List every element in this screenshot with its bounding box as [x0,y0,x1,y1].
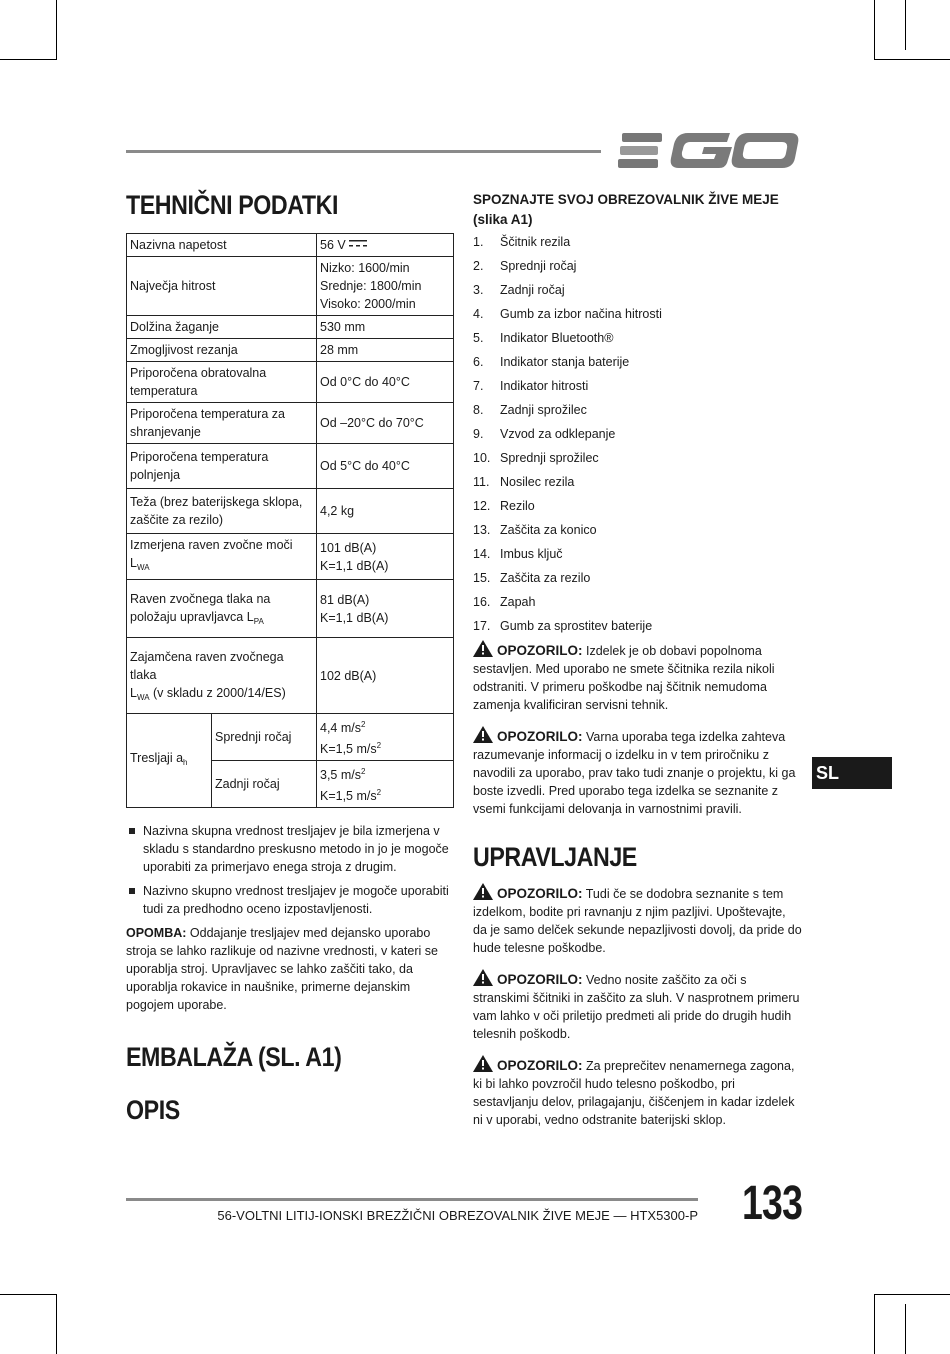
table-row [127,257,454,316]
section-title-description: OPIS [126,1095,180,1125]
spec-value: 4,4 $m/s^2$ K=1,5 $m/s^2$ [317,714,454,761]
list-item: 6. Indikator stanja baterije [473,355,630,369]
spec-label: Dolžina žaganje [127,316,317,339]
warning-paragraph: OPOZORILO: Vedno nosite zaščito za oči s stranskimi ščitniki in zaščito za sluh. V nasprotnem primeru vam lahko v oči priletijo predmeti ali pride do drugih hudih telesnih poškodb. [473,969,803,1043]
warning-triangle-icon [473,969,493,986]
list-item: 14. Imbus ključ [473,547,563,561]
spec-value: 56 V [317,234,454,257]
list-item: 15. Zaščita za rezilo [473,571,591,585]
crop-mark [874,1294,875,1354]
section-title-operation: UPRAVLJANJE [473,842,637,872]
spec-value: 3,5 $m/s^2$ K=1,5 $m/s^2$ [317,761,454,808]
spec-label: Priporočena temperatura polnjenja [127,444,317,489]
list-item: 16. Zapah [473,595,536,609]
dc-symbol-icon [349,240,367,248]
parts-list [473,232,803,640]
spec-value: 28 mm [317,339,454,362]
list-item: 11. Nosilec rezila [473,475,575,489]
spec-label: Zajamčena raven zvočnega tlaka $L_{WA}$ (v skladu z 2000/14/ES) [127,638,317,714]
spec-value: 530 mm [317,316,454,339]
list-item: 10. Sprednji sprožilec [473,451,599,465]
section-title-packaging: EMBALAŽA (SL. A1) [126,1042,342,1072]
spec-label: Priporočena temperatura za shranjevanje [127,403,317,444]
crop-mark [0,59,57,60]
footer-title: 56-VOLTNI LITIJ-IONSKI BREZŽIČNI OBREZOVALNIK ŽIVE MEJE — HTX5300-P [217,1208,698,1223]
spec-value: 81 dB(A) K=1,1 dB(A) [317,580,454,638]
list-item: 17. Gumb za sprostitev baterije [473,619,653,633]
list-item: 3. Zadnji ročaj [473,283,565,297]
spec-label: Zmogljivost rezanja [127,339,317,362]
header-rule [126,150,601,153]
spec-label: Nazivna napetost [127,234,317,257]
list-item: Nazivno skupno vrednost tresljajev je mogoče uporabiti tudi za predhodno oceno izpostavljenosti. [126,882,454,918]
page-number: 133 [742,1177,803,1230]
crop-mark [905,0,906,50]
spec-value: 102 dB(A) [317,638,454,714]
table-row [127,403,454,444]
vibration-notes [126,822,454,918]
spec-sublabel: Zadnji ročaj [212,761,317,808]
crop-mark [56,0,57,60]
square-bullet-icon [129,888,135,894]
crop-mark [874,1294,950,1295]
square-bullet-icon [129,828,135,834]
warning-paragraph: OPOZORILO: Za preprečitev nenamernega zagona, ki bi lahko povzročil hudo telesno poškodbo, pri sestavljanju delov, prilagajanju, čiščenjem in kadar izdelek ni v uporabi, vedno odstranite baterijski sklop. [473,1055,803,1129]
note-paragraph: OPOMBA: Oddajanje tresljajev med dejansko uporabo stroja se lahko razlikuje od nazivne vrednosti, v kateri se uporablja stroj. Upravljavec se lahko zaščiti tako, da uporablja rokavice in naušnike, primerne dejanskim pogojem uporabe. [126,926,438,1012]
spec-table [126,233,454,808]
table-row [127,362,454,403]
right-column [473,190,803,1141]
table-row [127,316,454,339]
spec-value: 4,2 kg [317,489,454,534]
list-item: 4. Gumb za izbor načina hitrosti [473,307,662,321]
crop-mark [905,1304,906,1354]
spec-label: Teža (brez baterijskega sklopa, zaščite za rezilo) [127,489,317,534]
parts-heading: SPOZNAJTE SVOJ OBREZOVALNIK ŽIVE MEJE (slika A1) [473,192,779,227]
list-item: 7. Indikator hitrosti [473,379,589,393]
spec-sublabel: Sprednji ročaj [212,714,317,761]
section-title-technical-data: TEHNIČNI PODATKI [126,190,338,220]
table-row [127,534,454,580]
list-item: 2. Sprednji ročaj [473,259,577,273]
warning-paragraph: OPOZORILO: Izdelek je ob dobavi popolnoma sestavljen. Med uporabo ne smete ščitnika rezila nikoli odstraniti. V primeru poškodbe naj ščitnik nemudoma zamenja kvalificiran servisni tehnik. [473,640,803,714]
spec-label: Priporočena obratovalna temperatura [127,362,317,403]
crop-mark [874,59,950,60]
spec-value: Nizko: 1600/min Srednje: 1800/min Visoko: 2000/min [317,257,454,316]
left-column [126,190,454,1126]
list-item: Nazivna skupna vrednost tresljajev je bila izmerjena v skladu s standardno preskusno metodo in jo je mogoče uporabiti za primerjavo enega stroja z drugim. [126,822,454,876]
spec-value: 101 dB(A) K=1,1 dB(A) [317,534,454,580]
warning-triangle-icon [473,640,493,657]
crop-mark [874,0,875,60]
crop-mark [0,1294,57,1295]
spec-label: Največja hitrost [127,257,317,316]
spec-value: Od –20°C do 70°C [317,403,454,444]
table-row [127,444,454,489]
list-item: 13. Zaščita za konico [473,523,597,537]
language-tab: SL [812,757,892,789]
warning-triangle-icon [473,883,493,900]
spec-label: Tresljaji $a_h$ [127,714,212,808]
spec-label: Raven zvočnega tlaka na položaju upravljavca $L_{PA}$ [127,580,317,638]
spec-value: Od 5°C do 40°C [317,444,454,489]
list-item: 1. Ščitnik rezila [473,235,571,249]
list-item: 5. Indikator Bluetooth® [473,331,614,345]
crop-mark [56,1294,57,1354]
spec-label: Izmerjena raven zvočne moči $L_{WA}$ [127,534,317,580]
table-row [127,489,454,534]
table-row [127,638,454,714]
list-item: 9. Vzvod za odklepanje [473,427,616,441]
table-row [127,580,454,638]
table-row [127,339,454,362]
list-item: 8. Zadnji sprožilec [473,403,587,417]
spec-value: Od 0°C do 40°C [317,362,454,403]
table-row [127,234,454,257]
footer-rule [126,1198,698,1201]
warning-paragraph: OPOZORILO: Varna uporaba tega izdelka zahteva razumevanje informacij o izdelku in v tem priročniku z navodili za uporabo, prav tako tudi znanje o projektu, ki ga boste izvedli. Pred uporabo tega izdelka se seznanite z vsemi funkcijami delovanja in varnostnimi pravili. [473,726,803,818]
table-row [127,714,454,761]
ego-logo [618,130,800,172]
warning-triangle-icon [473,726,493,743]
warning-paragraph: OPOZORILO: Tudi če se dodobra seznanite s tem izdelkom, bodite pri ravnanju z njim pazljivi. Upoštevajte, da je samo delček sekunde nepazljivosti dovolj, da pride do hude telesne poškodbe. [473,883,803,957]
warning-triangle-icon [473,1055,493,1072]
list-item: 12. Rezilo [473,499,535,513]
